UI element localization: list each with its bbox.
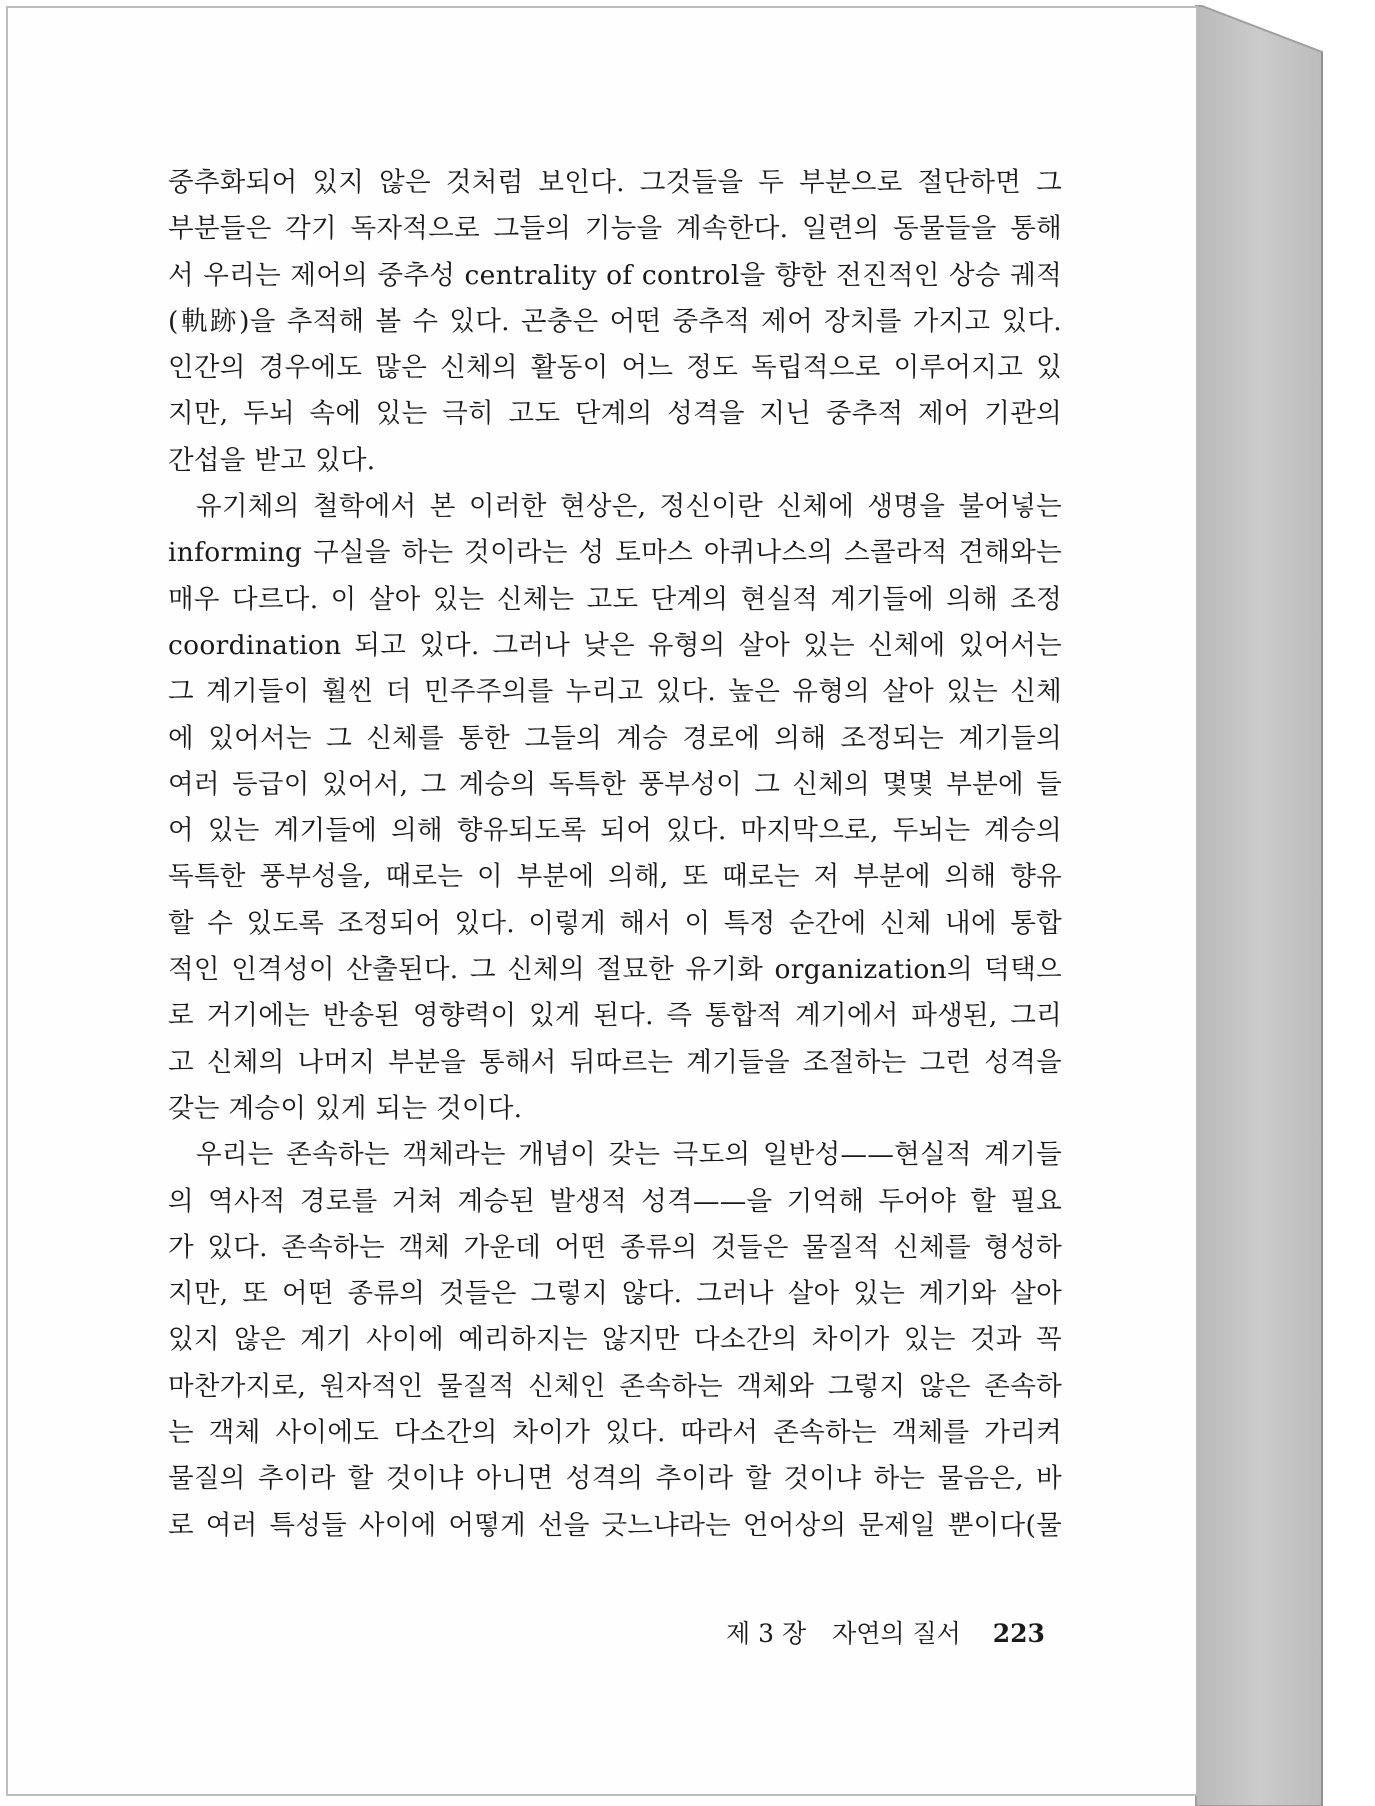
text-line: 여러 등급이 있어서, 그 계승의 독특한 풍부성이 그 신체의 몇몇 부분에 들 <box>168 768 1062 800</box>
text-line: 로 여러 특성들 사이에 어떻게 선을 긋느냐라는 언어상의 문제일 뿐이다(물 <box>168 1509 1062 1541</box>
footer-chapter-title: 자연의 질서 <box>832 1619 961 1648</box>
running-footer <box>726 1614 1051 1650</box>
text-line: 가 있다. 존속하는 객체 가운데 어떤 종류의 것들은 물질적 신체를 형성하 <box>168 1231 1062 1263</box>
text-line: 로 거기에는 반송된 영향력이 있게 된다. 즉 통합적 계기에서 파생된, 그리 <box>168 1000 1062 1032</box>
paragraph <box>168 484 1062 1132</box>
text-line: coordination 되고 있다. 그러나 낮은 유형의 살아 있는 신체에 있어서는 <box>168 629 1062 661</box>
text-line: 는 객체 사이에도 다소간의 차이가 있다. 따라서 존속하는 객체를 가리켜 <box>168 1417 1062 1449</box>
text-line: 마찬가지로, 원자적인 물질적 신체인 존속하는 객체와 그렇지 않은 존속하 <box>168 1370 1062 1402</box>
text-line: 중추화되어 있지 않은 것처럼 보인다. 그것들을 두 부분으로 절단하면 그 <box>168 167 1062 198</box>
text-line: 매우 다르다. 이 살아 있는 신체는 고도 단계의 현실적 계기들에 의해 조정 <box>168 583 1062 615</box>
text-line: 에 있어서는 그 신체를 통한 그들의 계승 경로에 의해 조정되는 계기들의 <box>168 722 1062 754</box>
text-line: 할 수 있도록 조정되어 있다. 이렇게 해서 이 특정 순간에 신체 내에 통합 <box>168 907 1062 939</box>
text-line: 간섭을 받고 있다. <box>168 444 376 476</box>
text-line: 우리는 존속하는 객체라는 개념이 갖는 극도의 일반성——현실적 계기들 <box>196 1139 1062 1171</box>
book-edge-face <box>1196 6 1322 1806</box>
text-line: 인간의 경우에도 많은 신체의 활동이 어느 정도 독립적으로 이루어지고 있 <box>168 352 1062 384</box>
text-line: (軌跡)을 추적해 볼 수 있다. 곤충은 어떤 중추적 제어 장치를 가지고 있다. <box>168 305 1062 337</box>
text-line: 유기체의 철학에서 본 이러한 현상은, 정신이란 신체에 생명을 불어넣는 <box>196 491 1062 523</box>
page-number: 223 <box>992 1619 1045 1648</box>
text-line: 지만, 두뇌 속에 있는 극히 고도 단계의 성격을 지닌 중추적 제어 기관의 <box>168 398 1062 430</box>
text-line: 서 우리는 제어의 중추성 centrality of control을 향한 전진적인 상승 궤적 <box>168 259 1062 291</box>
paragraph <box>168 1132 1062 1549</box>
book-page <box>6 6 1198 1796</box>
paragraph <box>168 160 1062 484</box>
text-line: 그 계기들이 훨씬 더 민주주의를 누리고 있다. 높은 유형의 살아 있는 신체 <box>168 676 1062 708</box>
text-line: 의 역사적 경로를 거쳐 계승된 발생적 성격——을 기억해 두어야 할 필요 <box>168 1185 1062 1217</box>
text-line: informing 구실을 하는 것이라는 성 토마스 아퀴나스의 스콜라적 견해와는 <box>168 537 1062 569</box>
text-line: 적인 인격성이 산출된다. 그 신체의 절묘한 유기화 organization의 덕택으 <box>168 954 1062 986</box>
text-line: 고 신체의 나머지 부분을 통해서 뒤따르는 계기들을 조절하는 그런 성격을 <box>168 1046 1062 1078</box>
text-line: 지만, 또 어떤 종류의 것들은 그렇지 않다. 그러나 살아 있는 계기와 살아 <box>168 1278 1062 1310</box>
text-line: 어 있는 계기들에 의해 향유되도록 되어 있다. 마지막으로, 두뇌는 계승의 <box>168 815 1062 847</box>
footer-chapter: 제 3 장 <box>726 1619 807 1648</box>
text-line: 독특한 풍부성을, 때로는 이 부분에 의해, 또 때로는 저 부분에 의해 향유 <box>168 861 1062 893</box>
text-line: 물질의 추이라 할 것이냐 아니면 성격의 추이라 할 것이냐 하는 물음은, 바 <box>168 1463 1062 1495</box>
text-line: 부분들은 각기 독자적으로 그들의 기능을 계속한다. 일련의 동물들을 통해 <box>168 213 1062 245</box>
text-line: 갖는 계승이 있게 되는 것이다. <box>168 1092 523 1124</box>
text-line: 있지 않은 계기 사이에 예리하지는 않지만 다소간의 차이가 있는 것과 꼭 <box>168 1324 1062 1356</box>
page-body-text <box>168 160 1062 1549</box>
